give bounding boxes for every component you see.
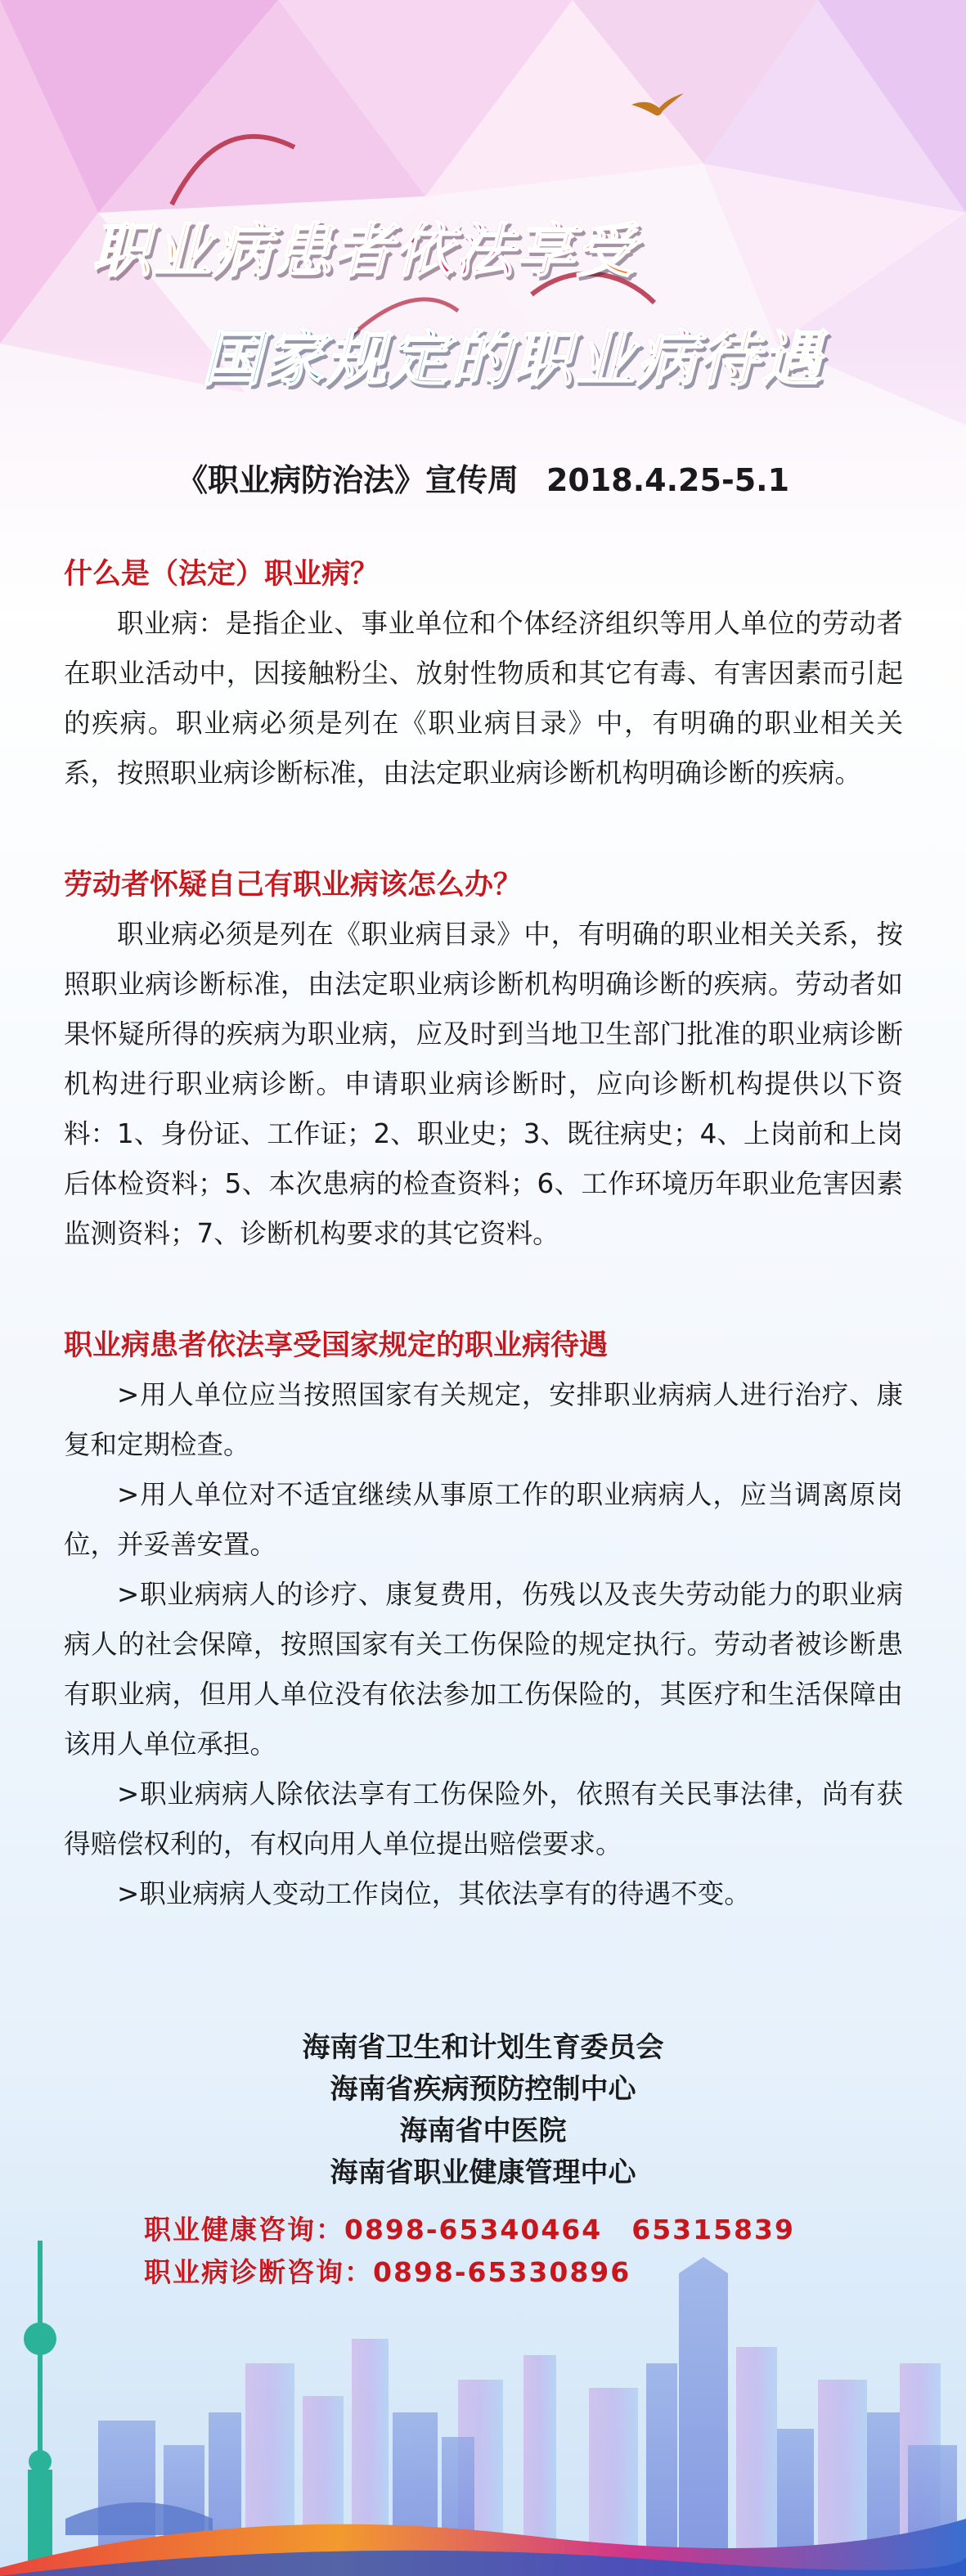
health-consult-line bbox=[144, 2209, 795, 2251]
section-what-to-do bbox=[64, 864, 903, 1259]
section-title: 什么是（法定）职业病？ bbox=[64, 558, 380, 591]
section-paragraph: 职业病：是指企业、事业单位和个体经济组织等用人单位的劳动者在职业活动中，因接触粉尘、放射性物质和其它有毒、有害因素而引起的疾病。职业病必须是列在《职业病目录》中，有明确的职业相关关系，按照职业病诊断标准，由法定职业病诊断机构明确诊断的疾病。 bbox=[64, 608, 903, 789]
section-entitlements bbox=[64, 1324, 903, 1919]
section-paragraph: >用人单位对不适宜继续从事原工作的职业病病人，应当调离原岗位，并妥善安置。 bbox=[64, 1479, 903, 1560]
section-paragraph: 职业病必须是列在《职业病目录》中，有明确的职业相关关系，按照职业病诊断标准，由法定职业病诊断机构明确诊断的疾病。劳动者如果怀疑所得的疾病为职业病，应及时到当地卫生部门批准的职业病诊断机构进行职业病诊断。申请职业病诊断时，应向诊断机构提供以下资料：1、身份证、工作证；2、职业史；3、既往病史；4、上岗前和上岗后体检资料；5、本次患病的检查资料；6、工作环境历年职业危害因素监测资料；7、诊断机构要求的其它资料。 bbox=[64, 919, 903, 1249]
campaign-law-name: 《职业病防治法》宣传周 bbox=[176, 462, 519, 498]
contact-info bbox=[144, 2209, 795, 2294]
diagnosis-consult-label: 职业病诊断咨询： bbox=[144, 2256, 373, 2288]
section-paragraph: >职业病病人的诊疗、康复费用，伤残以及丧失劳动能力的职业病病人的社会保障，按照国家有关工伤保险的规定执行。劳动者被诊断患有职业病，但用人单位没有依法参加工伤保险的，其医疗和生活保障由该用人单位承担。 bbox=[64, 1579, 903, 1760]
headline-line-1: 职业病患者依法享受 bbox=[92, 203, 636, 288]
campaign-subtitle bbox=[0, 455, 966, 500]
section-title: 劳动者怀疑自己有职业病该怎么办？ bbox=[64, 869, 523, 901]
section-paragraph: >用人单位应当按照国家有关规定，安排职业病病人进行治疗、康复和定期检查。 bbox=[64, 1379, 903, 1460]
health-consult-phone-1: 0898-65340464 bbox=[344, 2214, 603, 2246]
diagnosis-consult-phone: 0898-65330896 bbox=[373, 2256, 631, 2288]
diagnosis-consult-line bbox=[144, 2251, 795, 2294]
organization-name: 海南省疾病预防控制中心 bbox=[330, 2073, 636, 2106]
headline-line-2: 国家规定的职业病待遇 bbox=[201, 311, 823, 398]
organization-name: 海南省卫生和计划生育委员会 bbox=[302, 2031, 664, 2064]
section-paragraph: >职业病病人变动工作岗位，其依法享有的待遇不变。 bbox=[117, 1878, 751, 1909]
section-paragraph: >职业病病人除依法享有工伤保险外，依照有关民事法律，尚有获得赔偿权利的，有权向用人单位提出赔偿要求。 bbox=[64, 1778, 903, 1859]
health-consult-phone-2: 65315839 bbox=[631, 2214, 795, 2246]
health-consult-label: 职业健康咨询： bbox=[144, 2214, 344, 2246]
section-what-is-occupational-disease bbox=[64, 553, 903, 798]
headline bbox=[0, 0, 966, 425]
campaign-dates: 2018.4.25-5.1 bbox=[546, 462, 790, 498]
organizations-list bbox=[0, 2027, 966, 2194]
organization-name: 海南省中医院 bbox=[399, 2115, 567, 2147]
main-content bbox=[64, 553, 903, 1985]
section-title: 职业病患者依法享受国家规定的职业病待遇 bbox=[64, 1329, 609, 1362]
organization-name: 海南省职业健康管理中心 bbox=[330, 2156, 636, 2189]
